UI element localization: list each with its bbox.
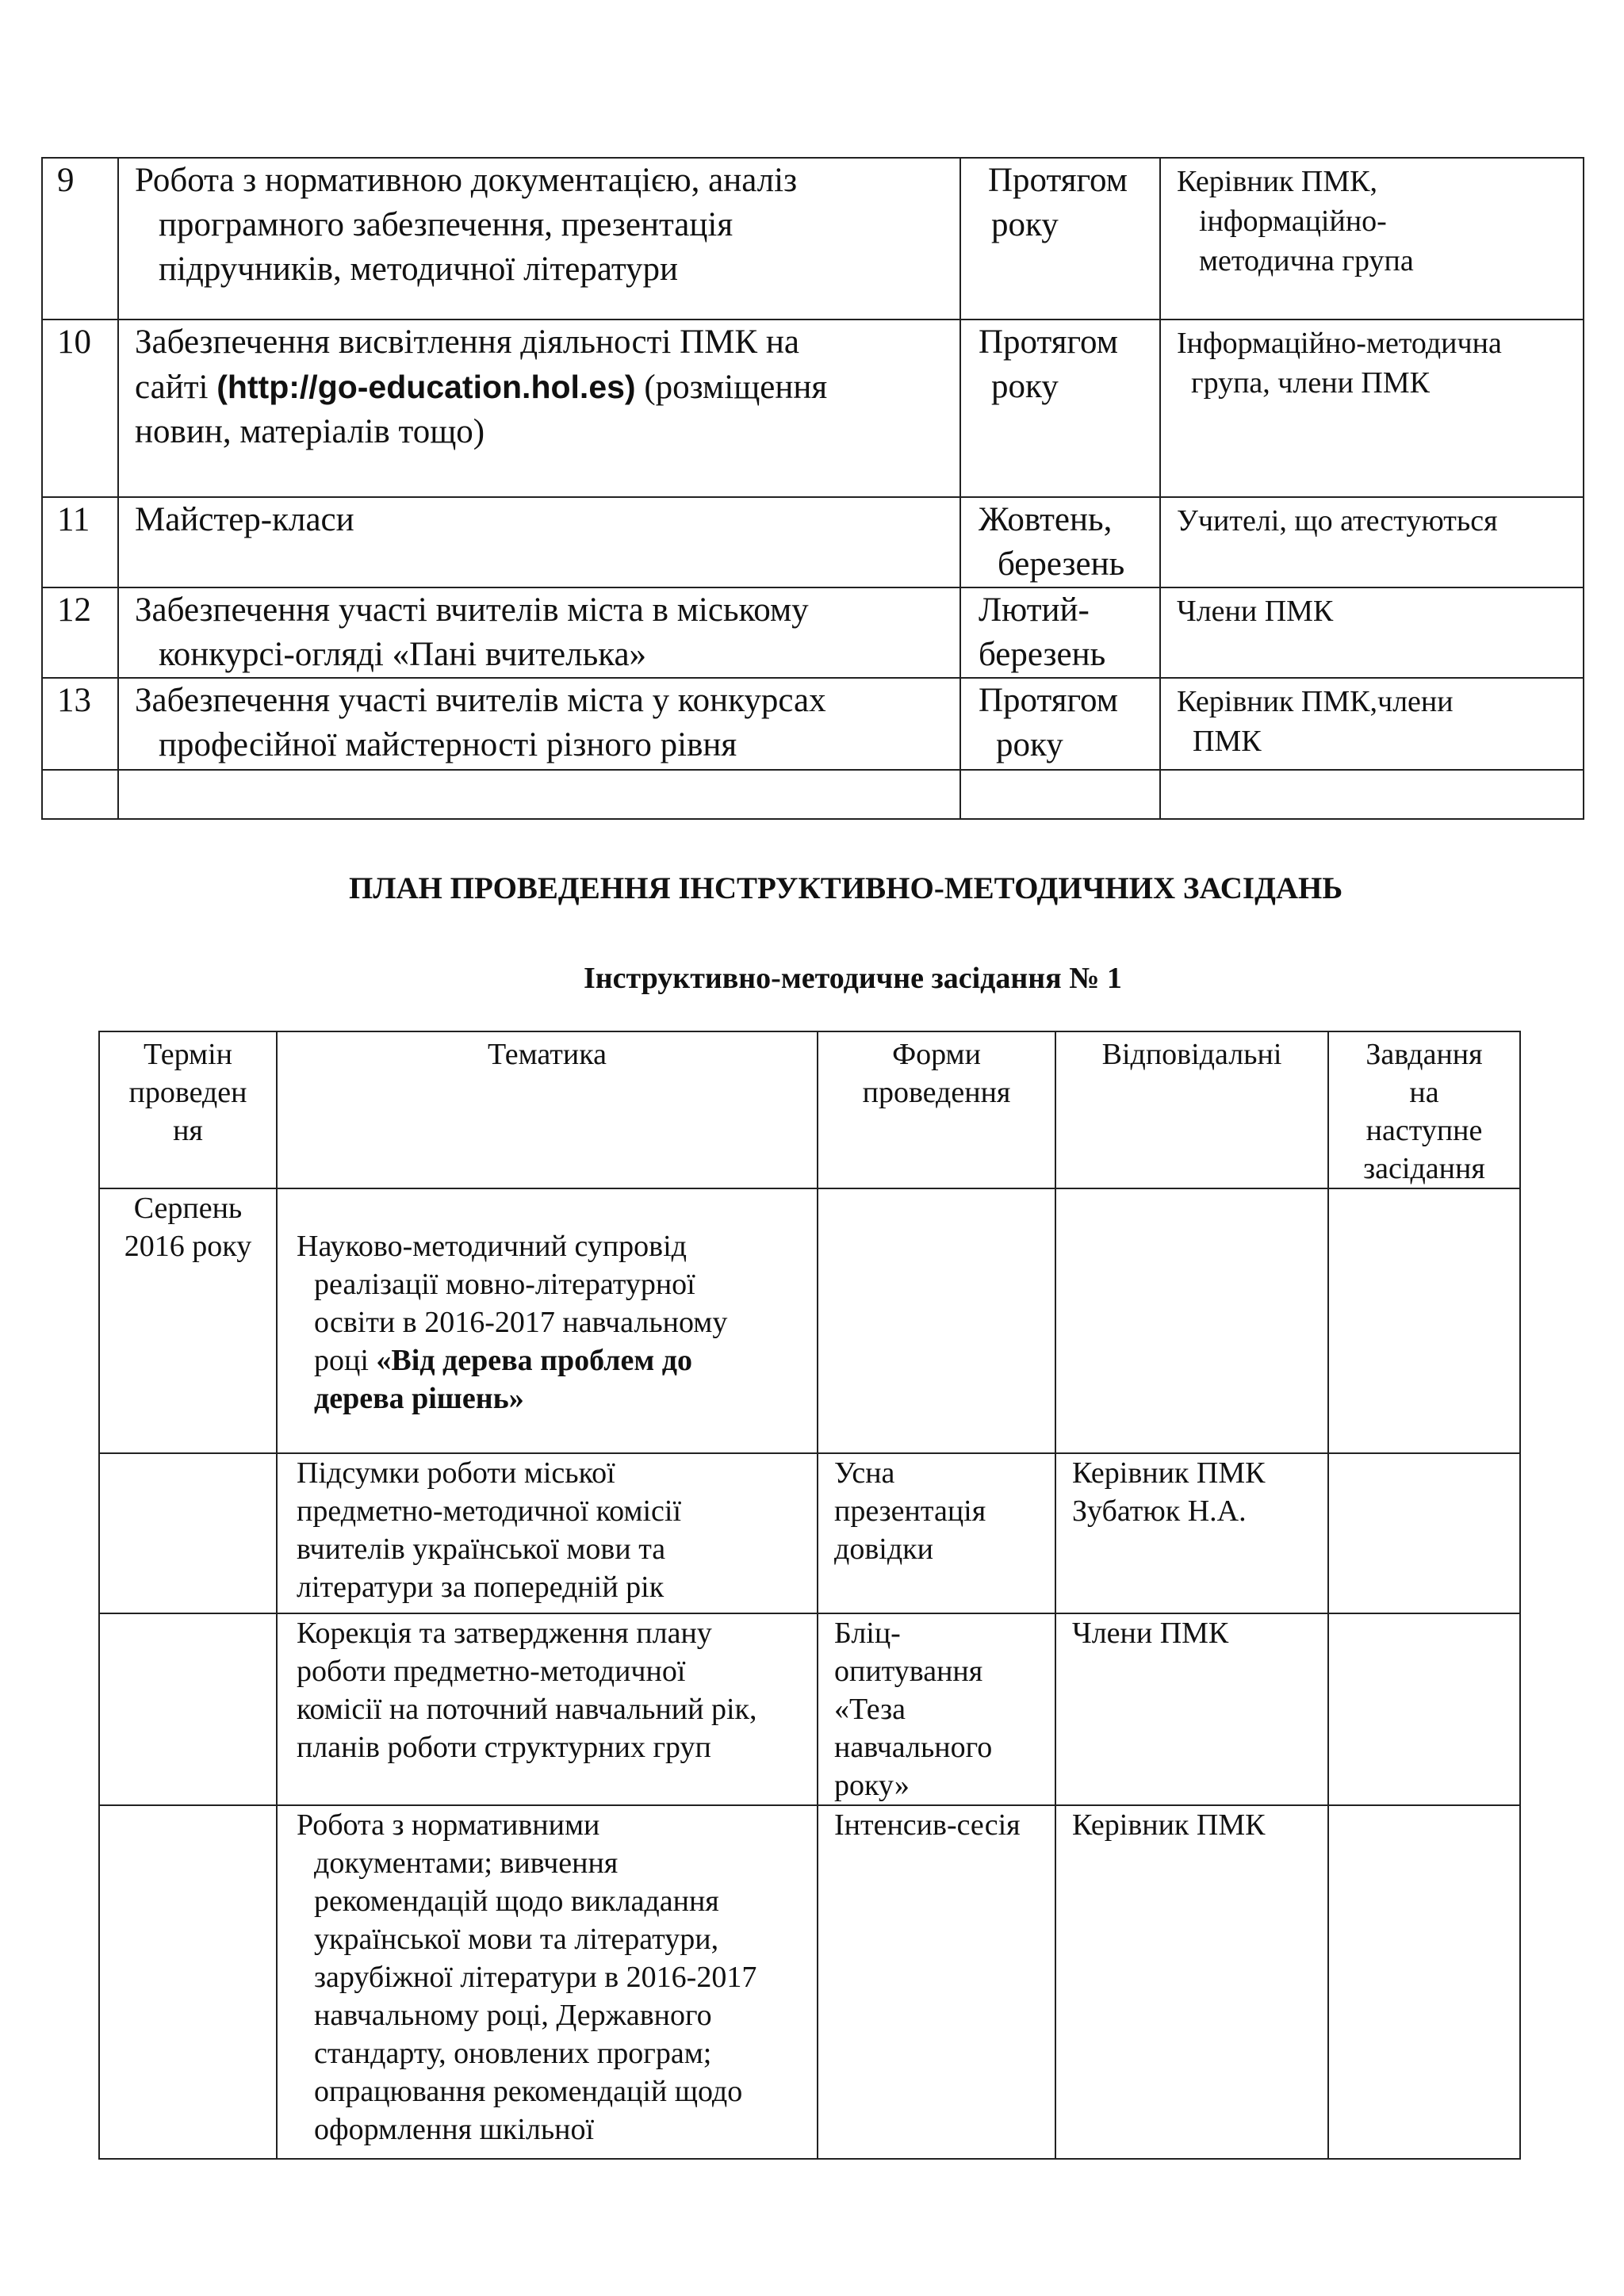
- meeting-title: Інструктивно-методичне засідання № 1: [584, 962, 1122, 995]
- date-cell: [99, 1453, 277, 1613]
- empty-row: [42, 770, 1584, 819]
- responsible-cell: Керівник ПМК: [1055, 1805, 1328, 2159]
- table-row: [99, 1188, 1520, 1453]
- header-term: Термін проведен ня: [99, 1031, 277, 1188]
- table-row: [99, 1453, 1520, 1613]
- forms-cell: Інтенсив-сесія: [818, 1805, 1055, 2159]
- tasks-cell: [1328, 1613, 1520, 1805]
- table-row: [42, 158, 1584, 320]
- table-row: [42, 678, 1584, 770]
- activities-table: [41, 157, 1584, 820]
- responsible-cell: Керівник ПМК, інформаційно- методична група: [1160, 158, 1584, 320]
- term-cell: Жовтень, березень: [960, 497, 1160, 587]
- header-topic: Тематика: [277, 1031, 818, 1188]
- meeting-table: [98, 1031, 1521, 2160]
- responsible-cell: Керівник ПМК Зубатюк Н.А.: [1055, 1453, 1328, 1613]
- term-cell: Протягом року: [960, 158, 1160, 320]
- activity-cell: Робота з нормативною документацією, аналіз програмного забезпечення, презентація підручників, методичної літератури: [118, 158, 960, 320]
- empty-cell: [42, 770, 118, 819]
- topic-cell: Підсумки роботи міської предметно-методичної комісії вчителів української мови та літератури за попередній рік: [277, 1453, 818, 1613]
- table-row: [42, 320, 1584, 497]
- header-row: [99, 1031, 1520, 1188]
- topic-cell: Корекція та затвердження плану роботи предметно-методичної комісії на поточний навчальний рік, планів роботи структурних груп: [277, 1613, 818, 1805]
- row-number: 13: [42, 678, 118, 770]
- responsible-cell: Інформаційно-методична група, члени ПМК: [1160, 320, 1584, 497]
- activity-cell: Майстер-класи: [118, 497, 960, 587]
- row-number: 11: [42, 497, 118, 587]
- responsible-cell: Учителі, що атестуються: [1160, 497, 1584, 587]
- activity-cell: Забезпечення участі вчителів міста в міському конкурсі-огляді «Пані вчителька»: [118, 587, 960, 678]
- header-responsible: Відповідальні: [1055, 1031, 1328, 1188]
- topic-cell: Робота з нормативними документами; вивчення рекомендацій щодо викладання української мови та літератури, зарубіжної літератури в 2016-2017 навчальному році, Державного стандарту, оновлених програм; опрацювання рекомендацій щодо оформлення шкільної: [277, 1805, 818, 2159]
- header-forms: Форми проведення: [818, 1031, 1055, 1188]
- forms-cell: Бліц- опитування «Теза навчального року»: [818, 1613, 1055, 1805]
- table-row: [42, 587, 1584, 678]
- topic-cell: Науково-методичний супровід реалізації мовно-літературної освіти в 2016-2017 навчальному році «Від дерева проблем до дерева рішень»: [277, 1188, 818, 1453]
- term-cell: Протягом року: [960, 320, 1160, 497]
- row-number: 9: [42, 158, 118, 320]
- responsible-cell: Керівник ПМК,члени ПМК: [1160, 678, 1584, 770]
- tasks-cell: [1328, 1453, 1520, 1613]
- forms-cell: Усна презентація довідки: [818, 1453, 1055, 1613]
- table-row: [99, 1613, 1520, 1805]
- activity-cell: Забезпечення висвітлення діяльності ПМК на сайті (http://go-education.hol.es) (розміщення новин, матеріалів тощо): [118, 320, 960, 497]
- row-number: 12: [42, 587, 118, 678]
- tasks-cell: [1328, 1188, 1520, 1453]
- table-row: [99, 1805, 1520, 2159]
- header-tasks: Завдання на наступне засідання: [1328, 1031, 1520, 1188]
- empty-cell: [118, 770, 960, 819]
- responsible-cell: [1055, 1188, 1328, 1453]
- row-number: 10: [42, 320, 118, 497]
- table-row: [42, 497, 1584, 587]
- responsible-cell: Члени ПМК: [1160, 587, 1584, 678]
- website-link[interactable]: (http://go-education.hol.es): [216, 369, 636, 405]
- date-cell: [99, 1613, 277, 1805]
- date-cell: Серпень 2016 року: [99, 1188, 277, 1453]
- empty-cell: [1160, 770, 1584, 819]
- activity-cell: Забезпечення участі вчителів міста у конкурсах професійної майстерності різного рівня: [118, 678, 960, 770]
- responsible-cell: Члени ПМК: [1055, 1613, 1328, 1805]
- term-cell: Протягом року: [960, 678, 1160, 770]
- tasks-cell: [1328, 1805, 1520, 2159]
- term-cell: Лютий- березень: [960, 587, 1160, 678]
- empty-cell: [960, 770, 1160, 819]
- date-cell: [99, 1805, 277, 2159]
- forms-cell: [818, 1188, 1055, 1453]
- plan-title: ПЛАН ПРОВЕДЕННЯ ІНСТРУКТИВНО-МЕТОДИЧНИХ ЗАСІДАНЬ: [349, 871, 1343, 905]
